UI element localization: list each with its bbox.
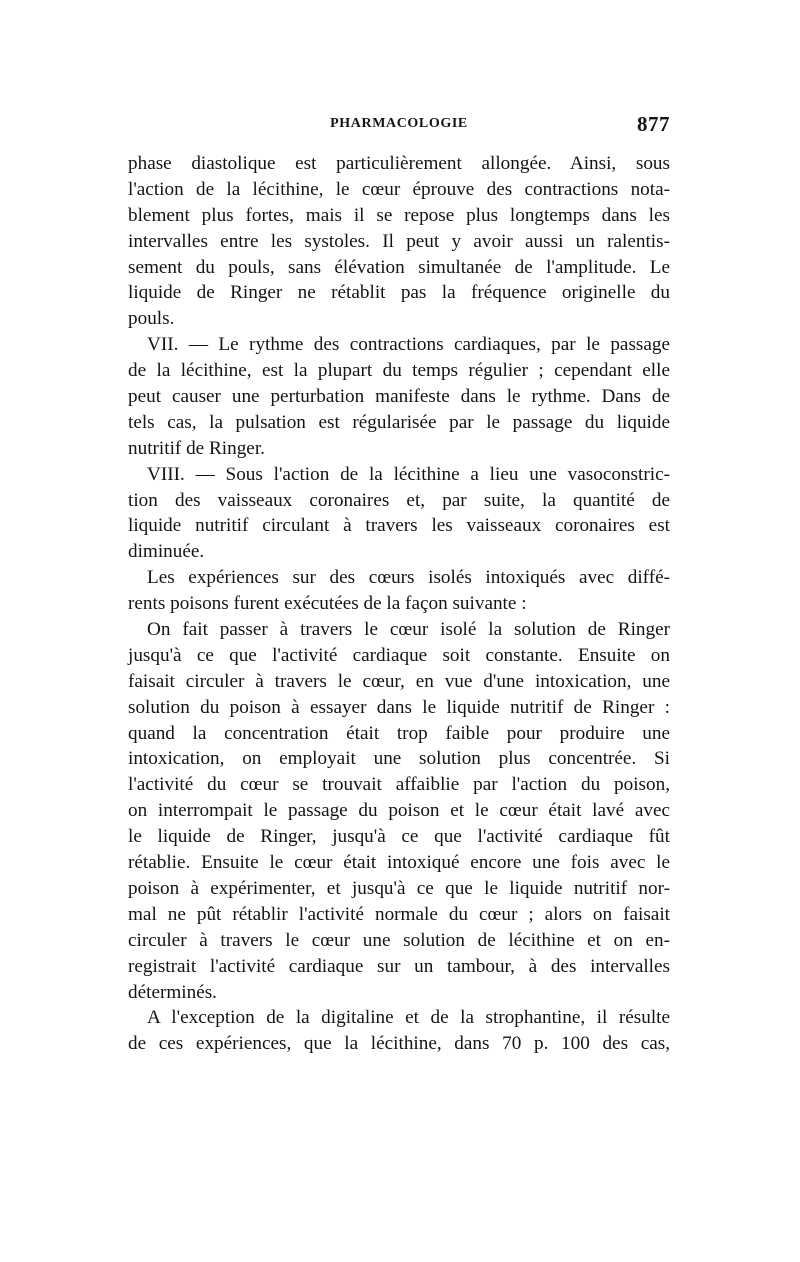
running-title: PHARMACOLOGIE bbox=[330, 116, 468, 131]
paragraph-start-line: A l'exception de la digitaline et de la strophantine, il résulte bbox=[147, 1007, 670, 1029]
paragraph-start-line: On fait passer à travers le cœur isolé la solution de Ringer bbox=[147, 619, 670, 641]
text-line: phase diastolique est particulièrement allongée. Ainsi, sous bbox=[128, 153, 670, 174]
paragraph-start-line: VII. — Le rythme des contractions cardiaques, par le passage bbox=[147, 334, 670, 356]
text-line: l'activité du cœur se trouvait affaiblie par l'action du poison, bbox=[128, 774, 670, 796]
paragraph-start-line: VIII. — Sous l'action de la lécithine a lieu une vasoconstric- bbox=[147, 463, 670, 485]
text-line: peut causer une perturbation manifeste dans le rythme. Dans de bbox=[128, 386, 670, 408]
paragraph-start-line: Les expériences sur des cœurs isolés intoxiqués avec diffé- bbox=[147, 567, 670, 589]
text-line: liquide nutritif circulant à travers les vaisseaux coronaires est bbox=[128, 515, 670, 537]
text-line: l'action de la lécithine, le cœur éprouve des contractions nota- bbox=[128, 178, 670, 200]
text-line: tels cas, la pulsation est régularisée par le passage du liquide bbox=[128, 411, 670, 433]
text-line: circuler à travers le cœur une solution de lécithine et on en- bbox=[128, 929, 670, 951]
text-line: pouls. bbox=[128, 308, 175, 330]
text-line: liquide de Ringer ne rétablit pas la fréquence originelle du bbox=[128, 282, 670, 304]
text-line: intervalles entre les systoles. Il peut y avoir aussi un ralentis- bbox=[128, 230, 670, 252]
text-line: intoxication, on employait une solution plus concentrée. Si bbox=[128, 748, 670, 770]
text-line: quand la concentration était trop faible pour produire une bbox=[128, 722, 670, 744]
text-line: mal ne pût rétablir l'activité normale du cœur ; alors on faisait bbox=[128, 903, 670, 925]
text-line: diminuée. bbox=[128, 541, 205, 563]
text-line: nutritif de Ringer. bbox=[128, 437, 265, 459]
running-head bbox=[128, 112, 670, 140]
page-number: 877 bbox=[637, 112, 670, 136]
text-line: jusqu'à ce que l'activité cardiaque soit constante. Ensuite on bbox=[128, 644, 670, 666]
text-line: rétablie. Ensuite le cœur était intoxiqué encore une fois avec le bbox=[128, 852, 670, 874]
text-line: on interrompait le passage du poison et le cœur était lavé avec bbox=[128, 800, 670, 822]
text-line: tion des vaisseaux coronaires et, par suite, la quantité de bbox=[128, 489, 670, 511]
text-line: rents poisons furent exécutées de la façon suivante : bbox=[128, 593, 527, 615]
text-line: sement du pouls, sans élévation simultanée de l'amplitude. Le bbox=[128, 256, 670, 278]
text-line: faisait circuler à travers le cœur, en vue d'une intoxication, une bbox=[128, 670, 670, 692]
text-line: poison à expérimenter, et jusqu'à ce que le liquide nutritif nor- bbox=[128, 877, 670, 899]
text-line: de ces expériences, que la lécithine, dans 70 p. 100 des cas, bbox=[128, 1033, 670, 1055]
text-line: de la lécithine, est la plupart du temps régulier ; cependant elle bbox=[128, 360, 670, 382]
text-line: déterminés. bbox=[128, 981, 217, 1003]
text-line: blement plus fortes, mais il se repose plus longtemps dans les bbox=[128, 204, 670, 226]
text-line: registrait l'activité cardiaque sur un tambour, à des intervalles bbox=[128, 955, 670, 977]
text-line: le liquide de Ringer, jusqu'à ce que l'activité cardiaque fût bbox=[128, 826, 670, 848]
body-text bbox=[128, 151, 670, 1057]
text-line: solution du poison à essayer dans le liquide nutritif de Ringer : bbox=[128, 696, 670, 718]
